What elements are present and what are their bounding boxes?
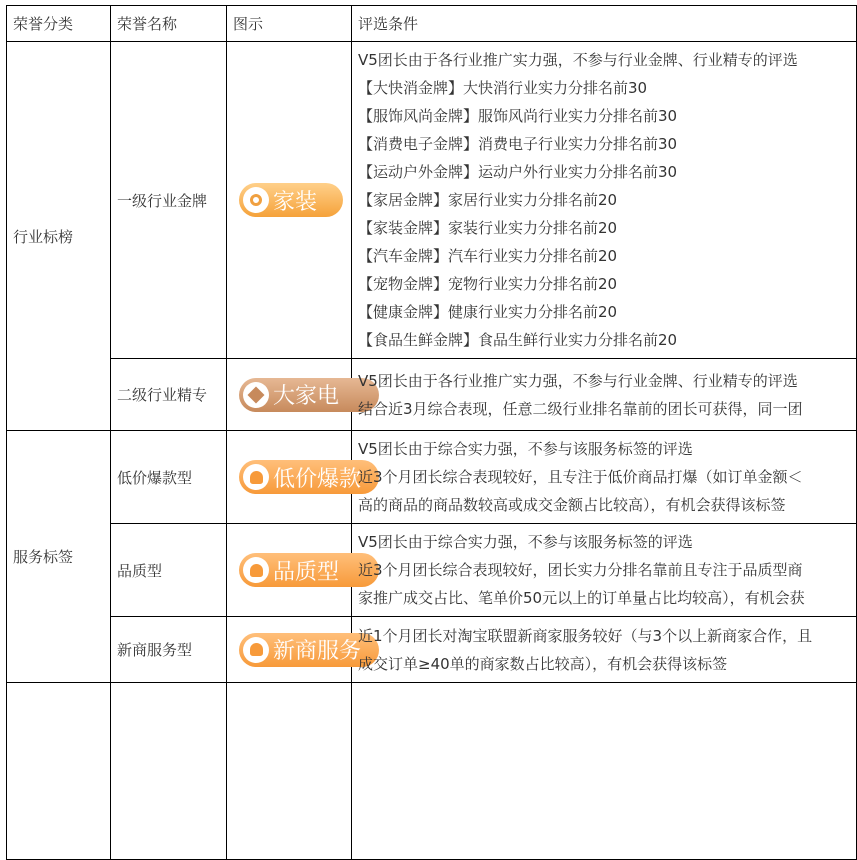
empty-cell — [352, 683, 857, 860]
person-icon — [243, 464, 269, 490]
criteria-line: 高的商品的商品数较高或成交金额占比较高），有机会获得该标签 — [358, 496, 786, 514]
criteria-expert — [352, 359, 857, 431]
medal-icon — [243, 187, 269, 213]
criteria-line: 近3个月团长综合表现较好，团长实力分排名靠前且专注于品质型商 — [358, 561, 803, 579]
table-row — [7, 42, 857, 359]
criteria-line: V5团长由于各行业推广实力强，不参与行业金牌、行业精专的评选 — [358, 371, 798, 390]
criteria-line: 【消费电子金牌】消费电子行业实力分排名前30 — [358, 135, 678, 153]
empty-cell — [111, 683, 227, 860]
header-criteria: 评选条件 — [352, 6, 857, 42]
criteria-quality — [352, 524, 857, 617]
honor-name-quality: 品质型 — [111, 524, 227, 617]
badge-label: 品质型 — [273, 559, 340, 585]
header-icon: 图示 — [227, 6, 352, 42]
badge-label: 新商服务 — [273, 639, 362, 664]
criteria-line: 近1个月团长对淘宝联盟新商家服务较好（与3个以上新商家合作，且 — [358, 626, 813, 645]
honor-name-newmerchant: 新商服务型 — [111, 617, 227, 683]
criteria-line: 【汽车金牌】汽车行业实力分排名前20 — [358, 247, 618, 265]
honor-name-expert: 二级行业精专 — [111, 359, 227, 431]
criteria-line: V5团长由于各行业推广实力强，不参与行业金牌、行业精专的评选 — [358, 51, 798, 69]
badge-label: 低价爆款 — [273, 466, 362, 492]
table-row — [7, 617, 857, 683]
criteria-line: V5团长由于综合实力强，不参与该服务标签的评选 — [358, 440, 693, 458]
person-icon — [243, 557, 269, 583]
criteria-line: 【家居金牌】家居行业实力分排名前20 — [358, 191, 618, 209]
criteria-line: 成交订单≥40单的商家数占比较高），有机会获得该标签 — [358, 654, 728, 673]
gold-badge — [239, 183, 343, 217]
badge-label: 家装 — [273, 189, 318, 215]
criteria-line: 近3个月团长综合表现较好，且专注于低价商品打爆（如订单金额＜ — [358, 468, 803, 486]
criteria-newmerchant — [352, 617, 857, 683]
header-row — [7, 6, 857, 42]
criteria-line: 【运动户外金牌】运动户外行业实力分排名前30 — [358, 163, 678, 181]
criteria-line: 结合近3月综合表现，任意二级行业排名靠前的团长可获得，同一团 — [358, 399, 803, 418]
heart-icon — [243, 382, 269, 408]
criteria-line: 【健康金牌】健康行业实力分排名前20 — [358, 303, 618, 321]
criteria-line: V5团长由于综合实力强，不参与该服务标签的评选 — [358, 533, 693, 551]
criteria-line: 家推广成交占比、笔单价50元以上的订单量占比均较高），有机会获 — [358, 589, 805, 607]
criteria-line: 【食品生鲜金牌】食品生鲜行业实力分排名前20 — [358, 331, 678, 349]
criteria-line: 【家装金牌】家装行业实力分排名前20 — [358, 219, 618, 237]
criteria-lowprice — [352, 431, 857, 524]
category-industry: 行业标榜 — [7, 42, 111, 431]
badge-label: 大家电 — [273, 384, 340, 409]
badge-cell — [227, 617, 362, 683]
category-service: 服务标签 — [7, 431, 111, 683]
criteria-gold — [352, 42, 857, 359]
table-row — [7, 359, 857, 431]
badge-cell — [227, 524, 352, 617]
criteria-line: 【大快消金牌】大快消行业实力分排名前30 — [358, 79, 648, 97]
header-category: 荣誉分类 — [7, 6, 111, 42]
criteria-line: 【服饰风尚金牌】服饰风尚行业实力分排名前30 — [358, 107, 678, 125]
header-name: 荣誉名称 — [111, 6, 227, 42]
badge-cell — [227, 359, 352, 431]
empty-cell — [227, 683, 352, 860]
table-row — [7, 524, 857, 617]
honor-name-gold: 一级行业金牌 — [111, 42, 227, 359]
empty-cell — [7, 683, 111, 860]
criteria-line: 【宠物金牌】宠物行业实力分排名前20 — [358, 275, 618, 293]
badge-cell — [227, 431, 362, 524]
person-icon — [243, 637, 269, 663]
honor-table — [6, 5, 857, 860]
badge-cell — [227, 42, 352, 359]
empty-row — [7, 683, 857, 860]
honor-name-lowprice: 低价爆款型 — [111, 431, 227, 524]
table-row — [7, 431, 857, 524]
